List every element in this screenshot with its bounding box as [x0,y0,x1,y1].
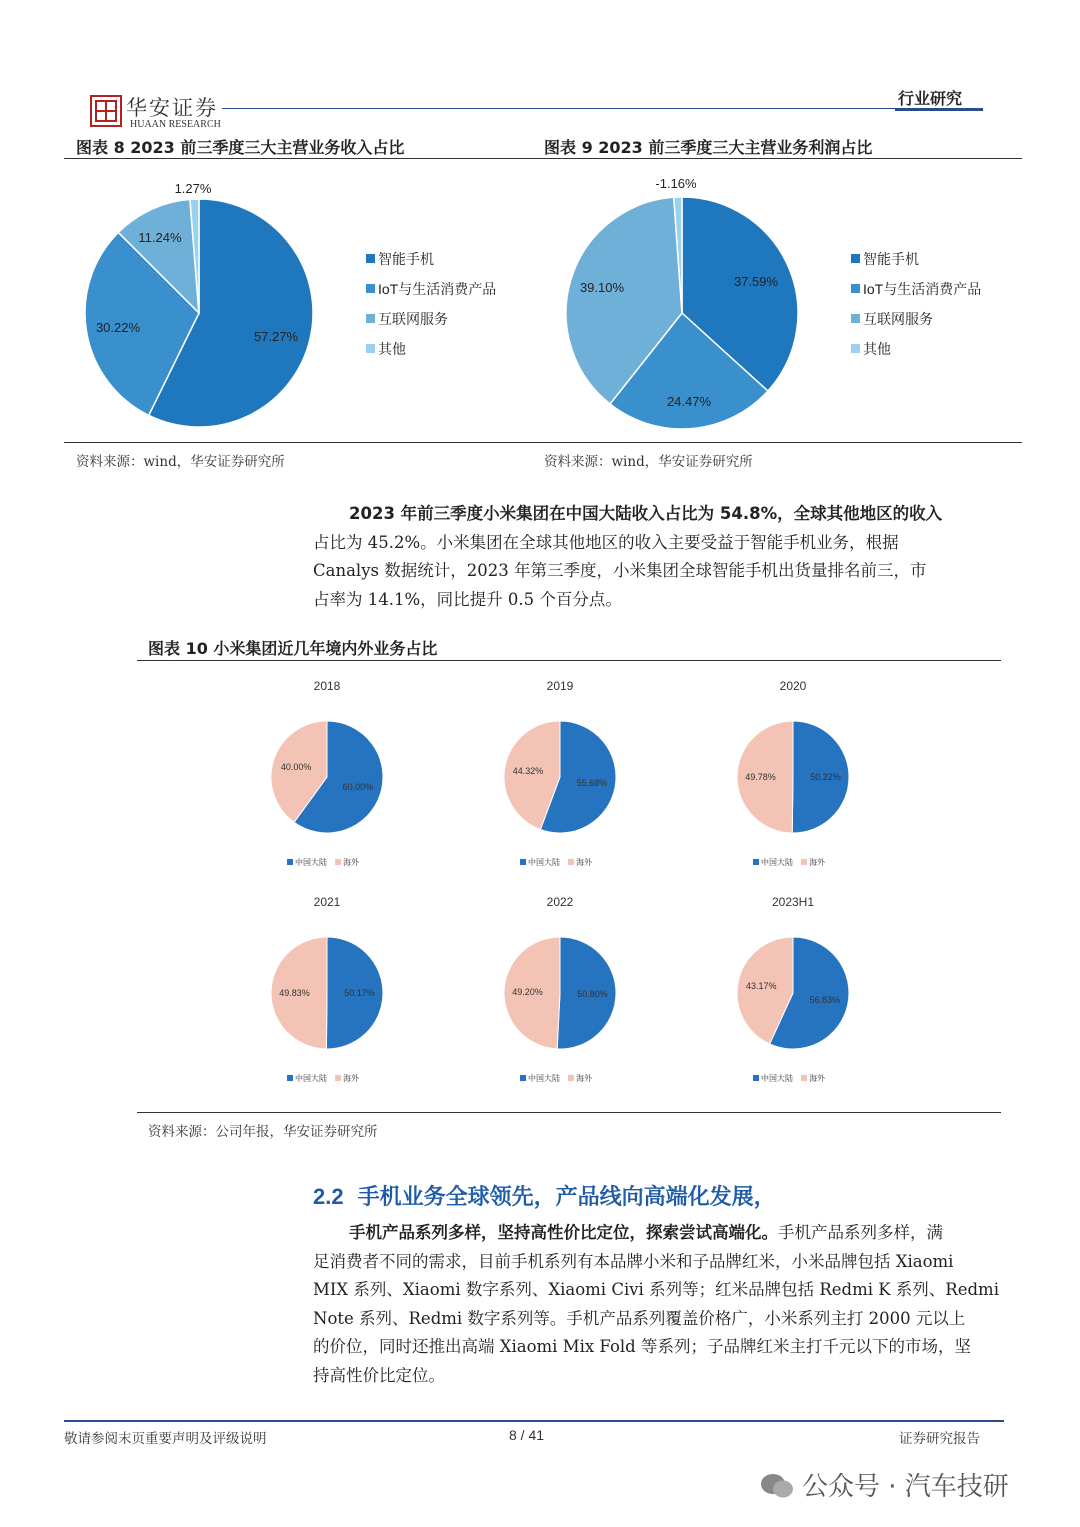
year-pie-chart [271,679,383,867]
watermark-text: 公众号 · 汽车技研 [802,1472,1009,1502]
legend-label: 中国大陆 [761,858,793,867]
slice-label: 40.00% [280,761,312,772]
slice-label: 37.59% [733,274,779,289]
fig-top-rule [64,158,1022,159]
fig9-chart [544,165,1022,435]
fig-bottom-rule [64,442,1022,443]
logo-subtext: HUAAN RESEARCH [130,119,221,130]
legend-label: 互联网服务 [378,311,448,327]
legend-label: 中国大陆 [295,1074,327,1083]
slice-label: 11.24% [138,230,182,245]
legend-label: 其他 [378,341,406,357]
legend-swatch [366,284,375,293]
legend-label: 海外 [343,858,359,867]
fig8-pie [85,181,313,427]
report-type: 行业研究 [898,89,963,108]
year-pie-chart [271,895,383,1083]
slice-label: -1.16% [655,176,697,191]
footer-disclaimer: 敬请参阅末页重要声明及评级说明 [64,1431,267,1447]
paragraph-line: 占率为 14.1%，同比提升 0.5 个百分点。 [313,589,622,609]
pie-title: 2020 [779,679,807,693]
pie-title: 2019 [546,679,574,693]
footer-report-type: 证券研究报告 [899,1431,980,1447]
pie-title: 2023H1 [771,895,815,909]
body-paragraph-2 [313,1219,1003,1390]
header-rule [222,108,982,109]
slice-label: 24.47% [666,394,712,409]
section-number: 2.2 [313,1184,344,1209]
legend-label: 中国大陆 [761,1074,793,1083]
slice-label: 49.83% [279,987,310,998]
fig10-bottom-rule [137,1112,1001,1113]
pie-title: 2018 [313,679,341,693]
legend-swatch [851,284,860,293]
page-number: 8 / 41 [509,1427,545,1443]
slice-label: 50.22% [810,772,841,783]
pie-title: 2021 [313,895,341,909]
legend-label: 海外 [809,1074,825,1083]
fig9-source: 资料来源：wind，华安证券研究所 [544,454,753,470]
legend-label: 智能手机 [378,251,434,267]
slice-label: 49.78% [745,771,776,782]
wechat-icon [760,1473,794,1499]
legend-swatch [568,1075,574,1081]
legend-label: 海外 [576,1074,592,1083]
legend-label: IoT与生活消费产品 [378,281,497,297]
paragraph-line: Canalys 数据统计，2023 年第三季度，小米集团全球智能手机出货量排名前三，市 [313,561,927,580]
legend-label: 海外 [809,858,825,867]
logo-mark [90,95,122,127]
legend-swatch [520,859,526,865]
slice-label: 50.17% [344,988,375,999]
legend-swatch [801,1075,807,1081]
fig8-chart [64,165,534,435]
paragraph-line: 占比为 45.2%。小米集团在全球其他地区的收入主要受益于智能手机业务，根据 [313,532,899,552]
legend-label: 中国大陆 [528,858,560,867]
fig9-legend [851,251,981,357]
fig8-source: 资料来源：wind，华安证券研究所 [76,454,285,470]
legend-swatch [851,344,860,353]
year-pie-chart [737,895,849,1083]
year-pie-chart [737,679,849,867]
legend-label: 海外 [343,1074,359,1083]
fig9-pie [566,176,798,429]
paragraph-line: 手机产品系列多样，满 [778,1223,943,1242]
slice-label: 49.20% [512,987,543,998]
slice-label: 56.83% [809,994,841,1005]
paragraph-line: MIX 系列、Xiaomi 数字系列、Xiaomi Civi 系列等；红米品牌包括 Redmi K 系列、Redmi [313,1280,999,1299]
fig9-title: 图表 9 2023 前三季度三大主营业务利润占比 [544,138,873,157]
legend-label: 中国大陆 [528,1074,560,1083]
year-pie-chart [504,679,616,867]
slice-label: 30.22% [95,320,141,335]
legend-swatch [366,314,375,323]
legend-label: 互联网服务 [863,311,933,327]
body-paragraph-1 [313,500,1003,614]
header-rule-right [895,108,983,111]
legend-label: IoT与生活消费产品 [863,281,982,297]
legend-swatch [520,1075,526,1081]
slice-label: 60.00% [342,782,374,793]
section-heading [313,1180,776,1211]
fig10-top-rule [137,660,1001,661]
legend-swatch [366,344,375,353]
legend-swatch [851,254,860,263]
paragraph-line: 持高性价比定位。 [313,1365,445,1385]
pie-title: 2022 [546,895,574,909]
fig8-legend [366,251,496,357]
legend-swatch [287,859,293,865]
legend-swatch [801,859,807,865]
legend-swatch [851,314,860,323]
paragraph-line: 2023 年前三季度小米集团在中国大陆收入占比为 54.8%，全球其他地区的收入 [349,504,943,523]
legend-label: 其他 [863,341,891,357]
legend-swatch [335,859,341,865]
fig10-chart [137,665,1001,1105]
slice-label: 50.80% [577,988,608,999]
paragraph-lead: 手机产品系列多样，坚持高性价比定位，探索尝试高端化。 [349,1223,778,1242]
slice-label: 43.17% [745,981,777,992]
fig10-source: 资料来源：公司年报，华安证券研究所 [148,1124,378,1140]
paragraph-line: 足消费者不同的需求，目前手机系列有本品牌小米和子品牌红米，小米品牌包括 Xiaomi [313,1251,954,1271]
legend-swatch [366,254,375,263]
footer-rule [64,1420,1004,1422]
fig8-title: 图表 8 2023 前三季度三大主营业务收入占比 [76,138,405,157]
slice-label: 39.10% [579,280,625,295]
legend-swatch [753,1075,759,1081]
section-title: 手机业务全球领先，产品线向高端化发展， [357,1185,776,1210]
watermark [760,1466,1009,1503]
paragraph-line: Note 系列、Redmi 数字系列等。手机产品系列覆盖价格广，小米系列主打 2000 元以上 [313,1308,966,1328]
fig10-title: 图表 10 小米集团近几年境内外业务占比 [148,639,438,658]
year-pie-chart [504,895,616,1083]
legend-label: 智能手机 [863,251,919,267]
logo-text: 华安证券 [126,96,218,120]
legend-swatch [335,1075,341,1081]
paragraph-line: 的价位，同时还推出高端 Xiaomi Mix Fold 等系列；子品牌红米主打千元以下的市场，坚 [313,1337,971,1356]
legend-label: 海外 [576,858,592,867]
slice-label: 1.27% [174,181,212,196]
slice-label: 55.68% [576,777,608,788]
slice-label: 44.32% [512,766,544,777]
legend-swatch [753,859,759,865]
slice-label: 57.27% [253,329,299,344]
legend-label: 中国大陆 [295,858,327,867]
legend-swatch [568,859,574,865]
legend-swatch [287,1075,293,1081]
